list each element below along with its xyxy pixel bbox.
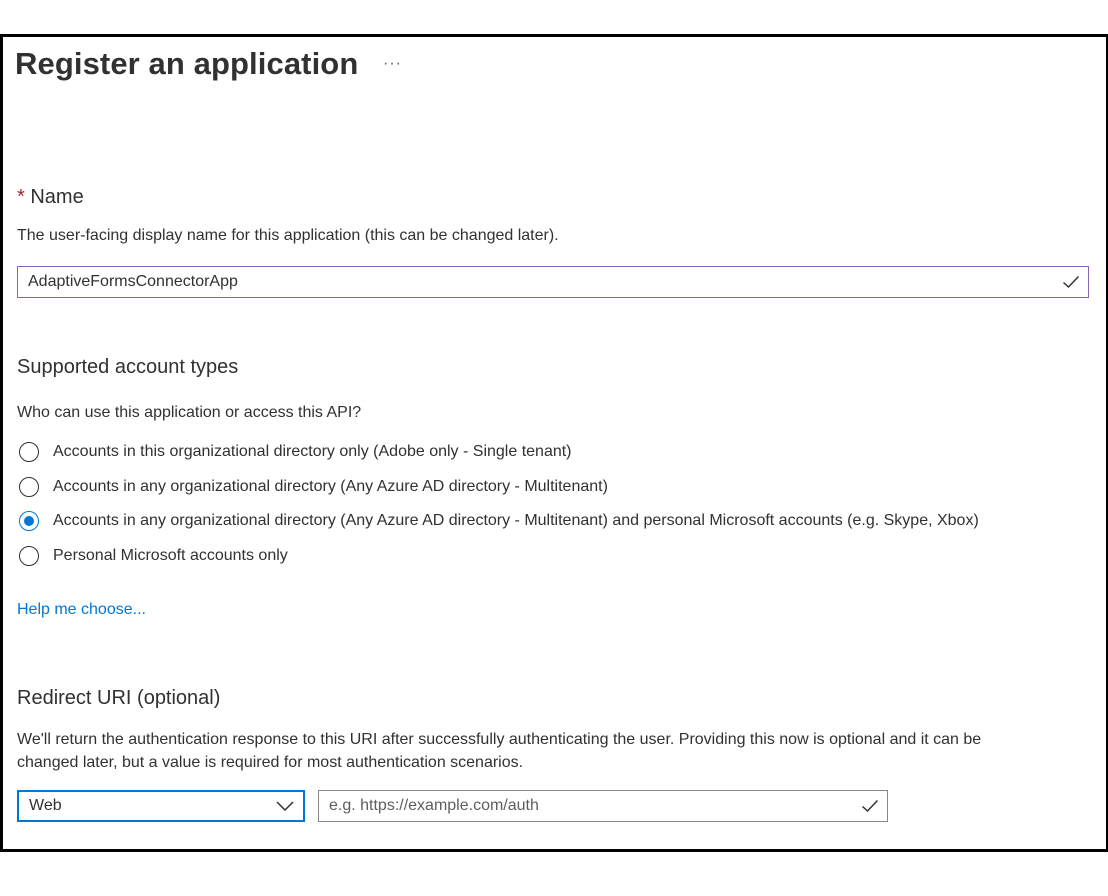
more-options-button[interactable]: ··· — [383, 55, 402, 72]
radio-multitenant[interactable] — [19, 477, 39, 497]
radio-multitenant-personal[interactable] — [19, 511, 39, 531]
account-option-multitenant[interactable] — [19, 474, 608, 500]
checkmark-icon — [1062, 275, 1080, 289]
radio-label[interactable]: Accounts in any organizational directory (Any Azure AD directory - Multitenant) — [53, 478, 608, 495]
radio-label[interactable]: Accounts in this organizational directory only (Adobe only - Single tenant) — [53, 443, 572, 460]
redirect-heading: Redirect URI (optional) — [17, 687, 221, 709]
name-input[interactable] — [17, 266, 1089, 298]
redirect-description-line-2: changed later, but a value is required for most authentication scenarios. — [17, 754, 524, 771]
radio-single-tenant[interactable] — [19, 442, 39, 462]
page-title: Register an application — [15, 46, 359, 81]
chevron-down-icon[interactable] — [276, 801, 294, 811]
redirect-uri-placeholder[interactable]: e.g. https://example.com/auth — [329, 797, 539, 814]
redirect-description-line-1: We'll return the authentication response to this URI after successfully authenticating the user. Providing this now is optional and it can be — [17, 731, 982, 748]
name-heading-label: Name — [30, 186, 84, 208]
radio-label[interactable]: Personal Microsoft accounts only — [53, 547, 288, 564]
account-types-heading: Supported account types — [17, 356, 239, 378]
account-option-single-tenant[interactable] — [19, 439, 572, 465]
account-option-multitenant-personal[interactable] — [19, 508, 979, 534]
radio-label[interactable]: Accounts in any organizational directory (Any Azure AD directory - Multitenant) and personal Microsoft accounts (e.g. Skype, Xbox) — [53, 512, 979, 529]
account-option-personal-only[interactable] — [19, 543, 288, 569]
name-input-value[interactable]: AdaptiveFormsConnectorApp — [28, 273, 238, 290]
name-description: The user-facing display name for this application (this can be changed later). — [17, 227, 559, 244]
account-types-question: Who can use this application or access this API? — [17, 404, 362, 421]
redirect-description — [17, 728, 1092, 774]
help-me-choose-link[interactable]: Help me choose... — [17, 601, 146, 618]
radio-personal-only[interactable] — [19, 546, 39, 566]
platform-select[interactable] — [17, 790, 305, 822]
platform-select-value[interactable]: Web — [29, 797, 62, 814]
required-mark: * — [17, 186, 25, 208]
redirect-uri-input[interactable] — [318, 790, 888, 822]
checkmark-icon — [861, 799, 879, 813]
name-heading — [17, 186, 84, 209]
